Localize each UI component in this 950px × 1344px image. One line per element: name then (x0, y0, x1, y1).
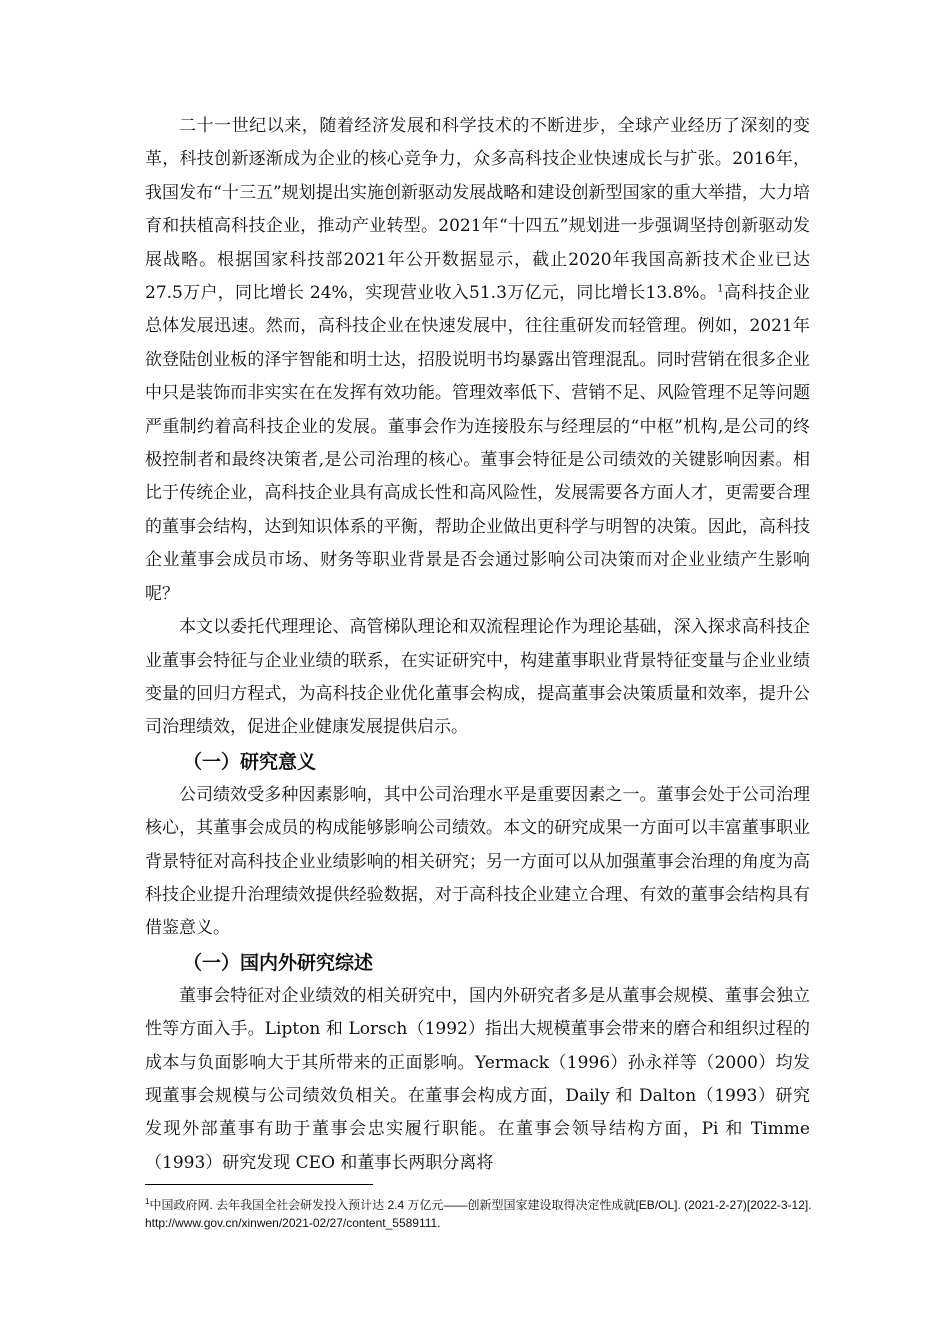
footnote (145, 1193, 815, 1232)
paragraph-intro (145, 110, 810, 611)
paragraph-purpose: 本文以委托代理理论、高管梯队理论和双流程理论作为理论基础，深入探求高科技企业董事会特征与企业业绩的联系，在实证研究中，构建董事职业背景特征变量与企业业绩变量的回归方程式，为高科技企业优化董事会构成，提高董事会决策质量和效率，提升公司治理绩效，促进企业健康发展提供启示。 (145, 617, 810, 738)
footnote-text: 中国政府网. 去年我国全社会研发投入预计达 2.4 万亿元——创新型国家建设取得决定性成就[EB/OL]. (2021-2-27)[2022-3-12].http://www.gov.cn/xinwen/2021-02/27/content_5589111. (145, 1198, 812, 1230)
paragraph-intro-part2: 高科技企业总体发展迅速。然而，高科技企业在快速发展中，往往重研发而轻管理。例如，2021年欲登陆创业板的泽宇智能和明士达，招股说明书均暴露出管理混乱。同时营销在很多企业中只是装饰而非实实在在发挥有效功能。管理效率低下、营销不足、风险管理不足等问题严重制约着高科技企业的发展。董事会作为连接股东与经理层的“中枢”机构,是公司的终极控制者和最终决策者,是公司治理的核心。董事会特征是公司绩效的关键影响因素。相比于传统企业，高科技企业具有高成长性和高风险性，发展需要各方面人才，更需要合理的董事会结构，达到知识体系的平衡，帮助企业做出更科学与明智的决策。因此，高科技企业董事会成员市场、财务等职业背景是否会通过影响公司决策而对企业业绩产生影响呢？ (145, 283, 811, 604)
paragraph-literature-review: 董事会特征对企业绩效的相关研究中，国内外研究者多是从董事会规模、董事会独立性等方面入手。Lipton 和 Lorsch（1992）指出大规模董事会带来的磨合和组织过程的成本与负面影响大于其所带来的正面影响。Yermack（1996）孙永祥等（2000）均发现董事会规模与公司绩效负相关。在董事会构成方面，Daily 和 Dalton（1993）研究发现外部董事有助于董事会忠实履行职能。在董事会领导结构方面，Pi 和 Timme（1993）研究发现 CEO 和董事长两职分离将 (145, 985, 810, 1173)
footnote-divider (145, 1184, 373, 1185)
section-heading-literature-review: （一）国内外研究综述 (183, 951, 374, 974)
footnote-reference[interactable]: 1 (717, 283, 724, 295)
paragraph-significance: 公司绩效受多种因素影响，其中公司治理水平是重要因素之一。董事会处于公司治理核心，其董事会成员的构成能够影响公司绩效。本文的研究成果一方面可以丰富董事职业背景特征对高科技企业业绩影响的相关研究；另一方面可以从加强董事会治理的角度为高科技企业提升治理绩效提供经验数据，对于高科技企业建立合理、有效的董事会结构具有借鉴意义。 (145, 784, 810, 939)
footnote-mark: 1 (145, 1197, 150, 1206)
paragraph-intro-part1: 二十一世纪以来，随着经济发展和科学技术的不断进步，全球产业经历了深刻的变革，科技创新逐渐成为企业的核心竞争力，众多高科技企业快速成长与扩张。2016年，我国发布“十三五”规划提出实施创新驱动发展战略和建设创新型国家的重大举措，大力培育和扶植高科技企业，推动产业转型。2021年“十四五”规划进一步强调坚持创新驱动发展战略。根据国家科技部2021年公开数据显示，截止2020年我国高新技术企业已达27.5万户，同比增长 24%，实现营业收入51.3万亿元，同比增长13.8%。 (145, 116, 810, 304)
main-body (145, 110, 810, 1180)
section-heading-significance: （一）研究意义 (183, 750, 317, 773)
